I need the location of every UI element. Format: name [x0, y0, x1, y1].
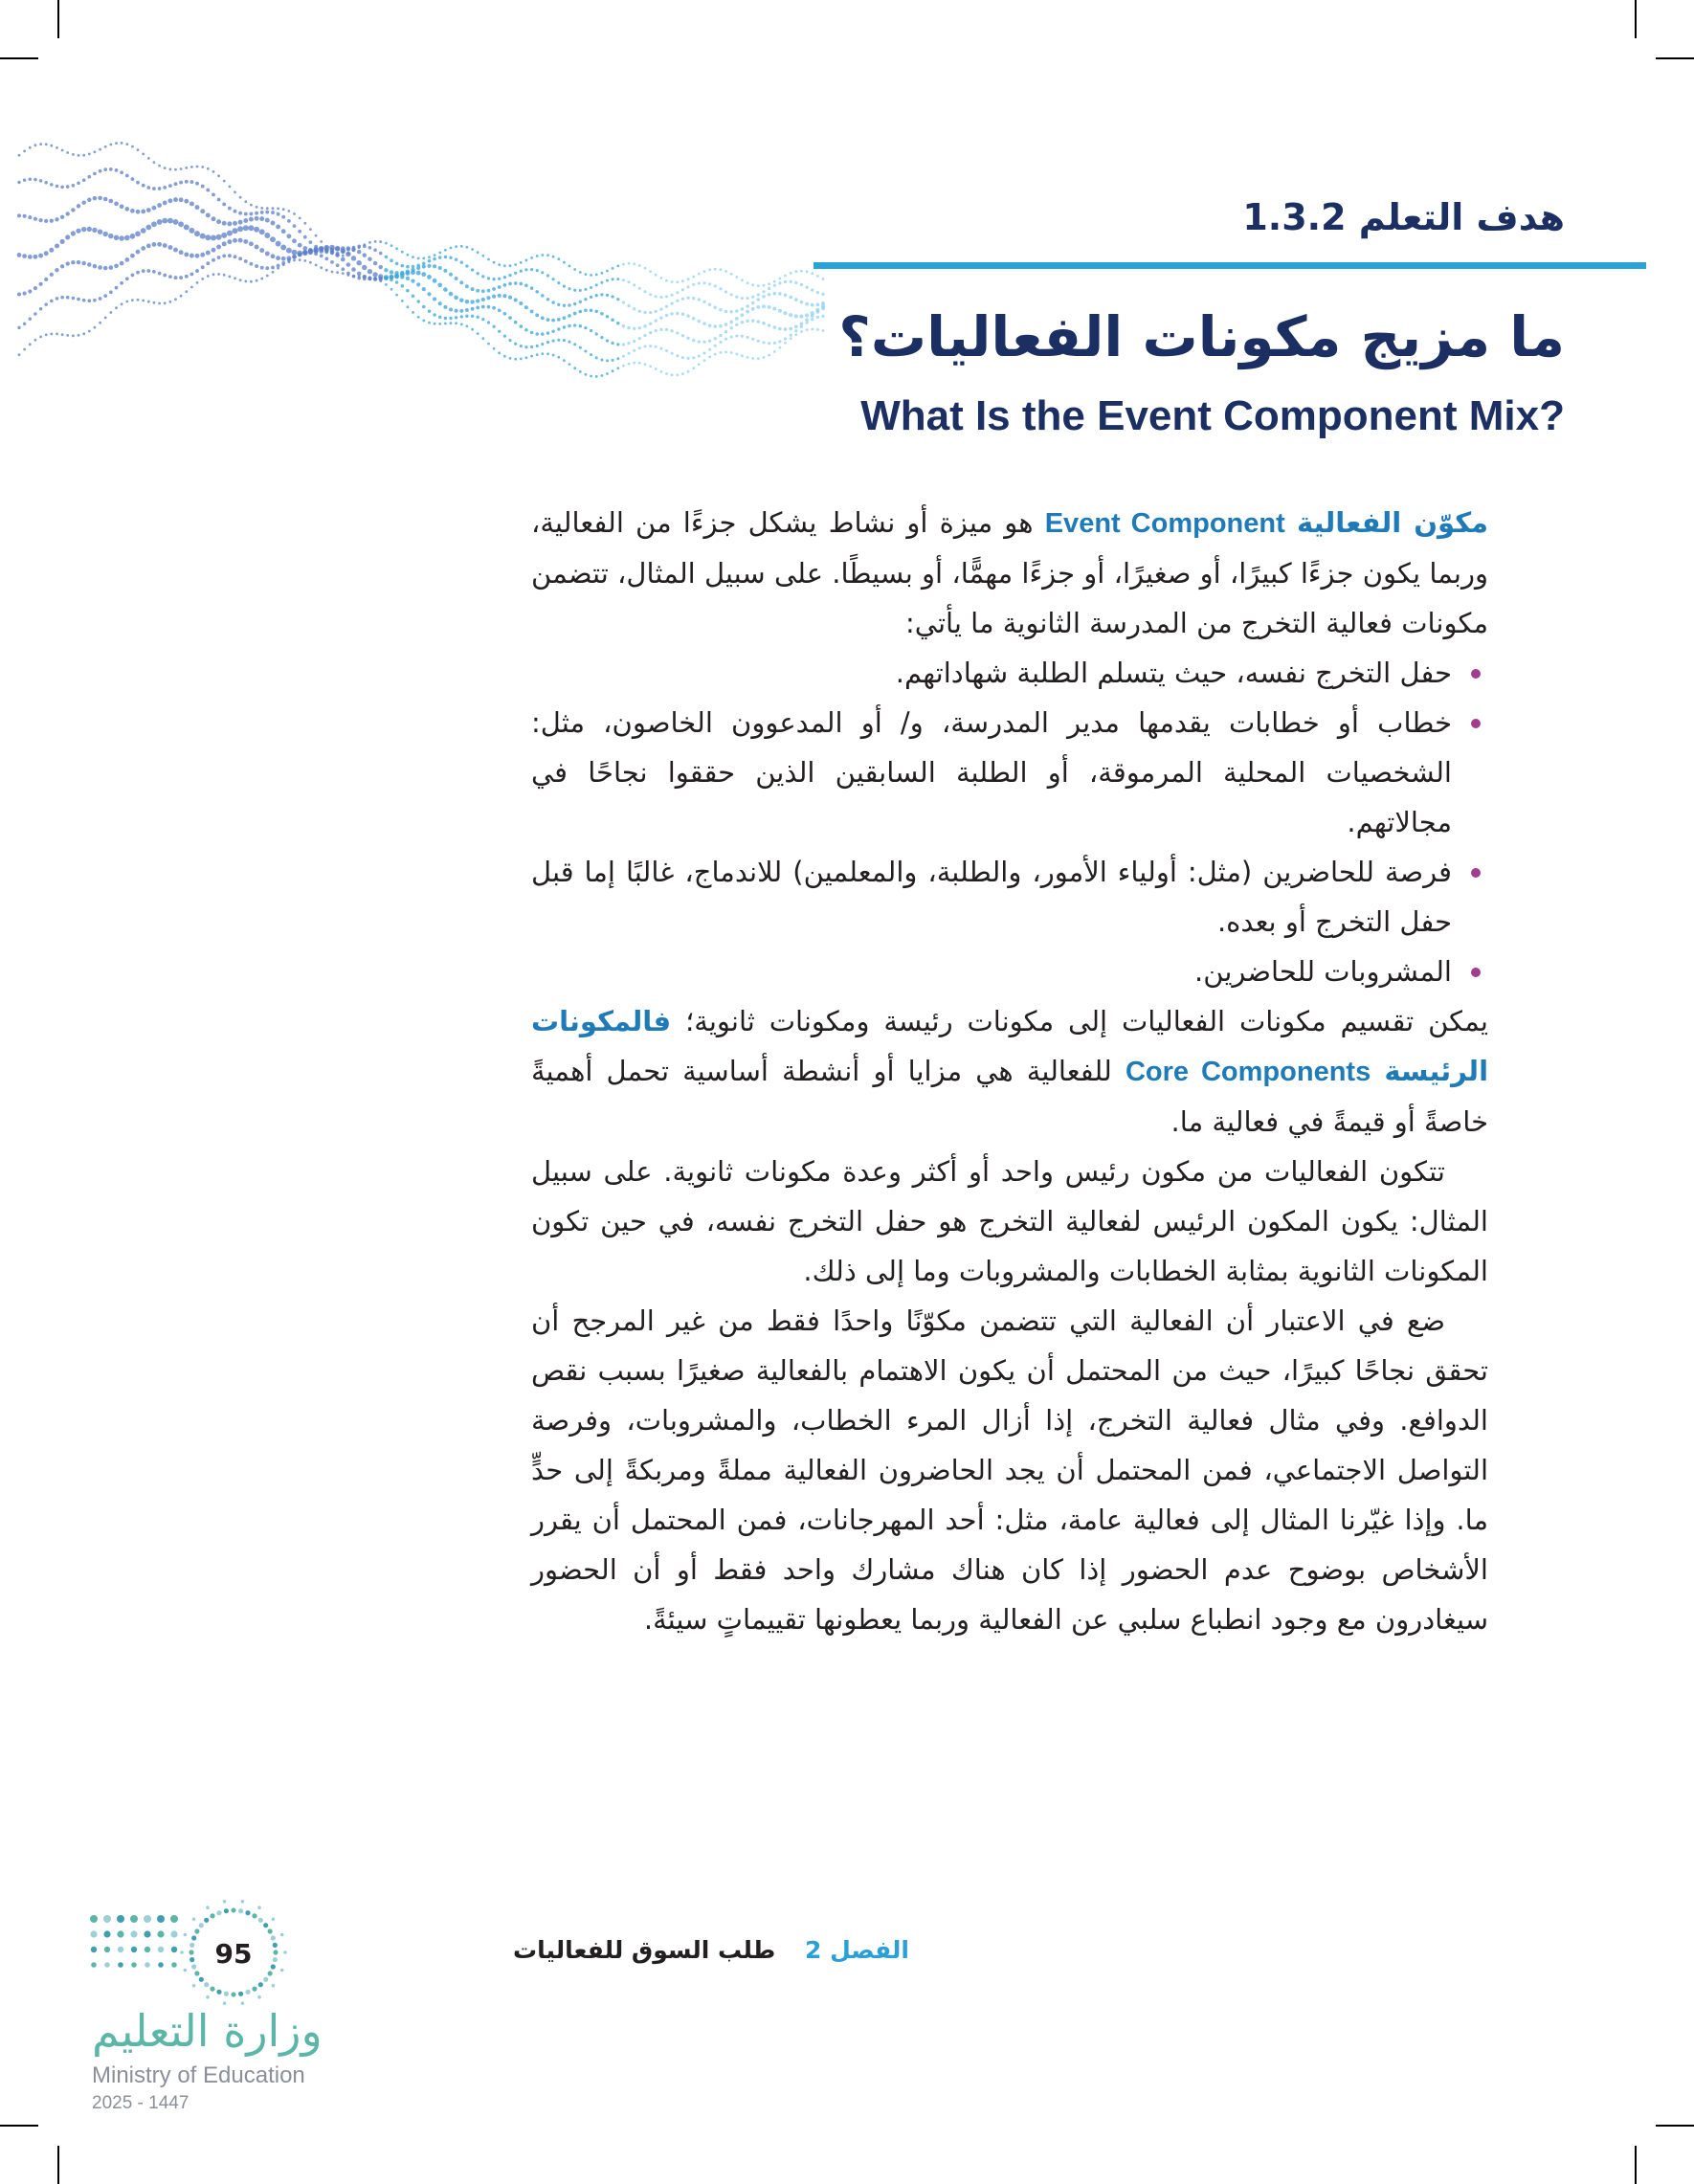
- term-arabic: مكوّن الفعالية: [1296, 506, 1489, 539]
- header-divider: [814, 262, 1646, 269]
- list-item: حفل التخرج نفسه، حيث يتسلم الطلبة شهاداتهم.: [531, 648, 1488, 698]
- crop-mark: [1656, 2125, 1694, 2127]
- ministry-logo-icon: [86, 1900, 306, 2005]
- chapter-title: طلب السوق للفعاليات: [513, 1936, 776, 1964]
- components-list: [531, 648, 1488, 996]
- crop-mark: [0, 57, 38, 59]
- term-english: Event Component: [1044, 508, 1285, 539]
- crop-mark: [57, 0, 59, 38]
- list-item: خطاب أو خطابات يقدمها مدير المدرسة، و/ أو المدعوون الخاصون، مثل: الشخصيات المحلية المرموقة، أو الطلبة السابقين الذين حققوا نجاحًا في مجالاتهم.: [531, 698, 1488, 847]
- term-english: Core Components: [1125, 1057, 1371, 1087]
- ministry-name-arabic: وزارة التعليم: [92, 2005, 323, 2057]
- paragraph-text: للفعالية هي مزايا أو أنشطة أساسية تحمل أهميةً خاصةً أو قيمةً في فعالية ما.: [531, 1055, 1488, 1138]
- paragraph-consideration: ضع في الاعتبار أن الفعالية التي تتضمن مكوّنًا واحدًا فقط من غير المرجح أن تحقق نجاحًا كبيرًا، حيث من المحتمل أن يكون الاهتمام بالفعالية صغيرًا بسبب نقص الدوافع. وفي مثال فعالية التخرج، إذا أزال المرء الخطاب، والمشروبات، وفرصة التواصل الاجتماعي، فمن المحتمل أن يجد الحاضرون الفعالية مملةً ومربكةً إلى حدٍّ ما. وإذا غيّرنا المثال إلى فعالية عامة، مثل: أحد المهرجانات، فمن المحتمل أن يقرر الأشخاص بوضوح عدم الحضور إذا كان هناك مشارك واحد فقط أو أن الحضور سيغادرون مع وجود انطباع سلبي عن الفعالية وربما يعطونها تقييماتٍ سيئةً.: [531, 1304, 1488, 1636]
- page-title-arabic: ما مزيج مكونات الفعاليات؟: [838, 304, 1565, 369]
- crop-mark: [0, 2125, 38, 2127]
- ministry-year: 2025 - 1447: [92, 2093, 189, 2113]
- decorative-wave-graphic: [0, 124, 842, 507]
- crop-mark: [1635, 2146, 1637, 2184]
- ministry-name-english: Ministry of Education: [92, 2062, 305, 2088]
- paragraph-text: هو ميزة أو نشاط يشكل جزءًا من الفعالية، وربما يكون جزءًا كبيرًا، أو صغيرًا، أو جزءًا مهمًّا، أو بسيطًا. على سبيل المثال، تتضمن مكونات فعالية التخرج من المدرسة الثانوية ما يأتي:: [531, 506, 1488, 639]
- paragraph-core-components: [531, 996, 1488, 1147]
- list-item: المشروبات للحاضرين.: [531, 947, 1488, 996]
- list-item: فرصة للحاضرين (مثل: أولياء الأمور، والطلبة، والمعلمين) للاندماج، غالبًا إما قبل حفل التخرج أو بعده.: [531, 847, 1488, 947]
- paragraph-text: يمكن تقسيم مكونات الفعاليات إلى مكونات رئيسة ومكونات ثانوية؛: [685, 1005, 1489, 1037]
- chapter-number: 2: [804, 1936, 822, 1964]
- crop-mark: [1656, 57, 1694, 59]
- page-title-english: What Is the Event Component Mix?: [860, 392, 1565, 439]
- body-content: [531, 498, 1488, 1644]
- crop-mark: [57, 2146, 59, 2184]
- learning-goal-label: هدف التعلم 1.3.2: [1242, 196, 1565, 238]
- crop-mark: [1635, 0, 1637, 38]
- page-number: 95: [214, 1938, 253, 1970]
- paragraph-composition: تتكون الفعاليات من مكون رئيس واحد أو أكثر وعدة مكونات ثانوية. على سبيل المثال: يكون المكون الرئيس لفعالية التخرج هو حفل التخرج نفسه، في حين تكون المكونات الثانوية بمثابة الخطابات والمشروبات وما إلى ذلك.: [531, 1155, 1488, 1287]
- chapter-label: الفصل: [830, 1936, 909, 1964]
- footer-chapter: [513, 1936, 909, 1964]
- term-arabic: فالمكونات الرئيسة: [531, 1005, 1489, 1087]
- paragraph-definition: [531, 498, 1488, 648]
